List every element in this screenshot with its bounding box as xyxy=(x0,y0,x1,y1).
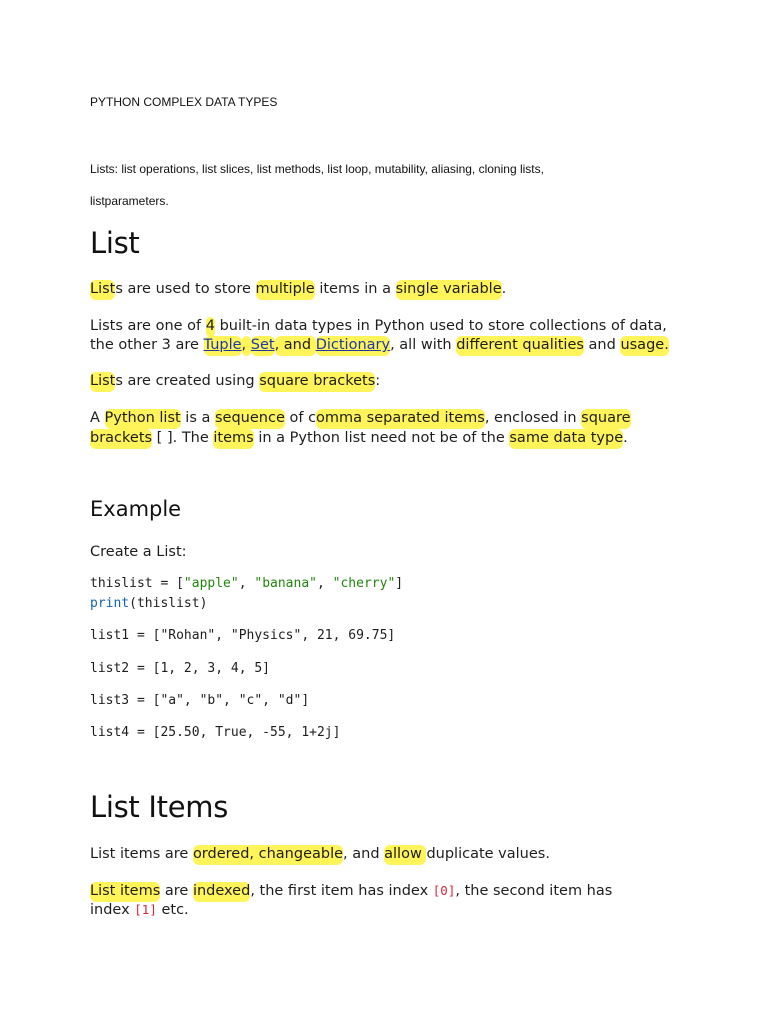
text-run: . xyxy=(501,281,507,297)
highlight: List xyxy=(90,372,115,392)
highlight: indexed xyxy=(193,882,250,902)
text-run: index xyxy=(90,902,135,918)
highlight: same data type xyxy=(509,429,623,449)
heading-list: List xyxy=(90,226,140,260)
code-token: , xyxy=(317,576,333,591)
highlight: single variable xyxy=(396,280,502,300)
highlight: brackets xyxy=(90,429,152,449)
text-run: A xyxy=(90,410,105,426)
items-paragraph-1 xyxy=(90,845,550,864)
text-run: etc. xyxy=(156,902,189,918)
highlight: allow xyxy=(384,845,426,865)
text-run: s are used to store xyxy=(115,281,256,297)
code-keyword: print xyxy=(90,596,130,611)
list-paragraph-4-line-1 xyxy=(90,409,631,428)
document-title: PYTHON COMPLEX DATA TYPES xyxy=(90,95,278,109)
highlight: different qualities xyxy=(456,336,584,356)
text-run: built-in data types in Python used to store collections of data, xyxy=(214,318,667,334)
code-line-list2: list2 = [1, 2, 3, 4, 5] xyxy=(90,661,271,676)
set-link[interactable]: Set xyxy=(251,336,275,356)
highlight: multiple xyxy=(256,280,315,300)
text-run: , and xyxy=(343,846,385,862)
code-line-list3: list3 = ["a", "b", "c", "d"] xyxy=(90,693,310,708)
text-run: , enclosed in xyxy=(484,410,582,426)
text-run: and xyxy=(583,337,621,353)
index-zero-code: [0] xyxy=(432,883,456,898)
highlight: square brackets xyxy=(259,372,375,392)
highlight: usage. xyxy=(620,336,668,356)
code-string: "cherry" xyxy=(332,576,396,591)
text-run: , all with xyxy=(390,337,457,353)
highlight: List xyxy=(90,280,115,300)
text-run: , the second item has xyxy=(455,883,613,899)
text-run: are xyxy=(160,883,193,899)
text-run: . xyxy=(623,430,628,446)
highlight: 4 xyxy=(206,317,215,337)
items-paragraph-2-line-2 xyxy=(90,900,189,920)
text-run: , and xyxy=(275,336,316,356)
text-run: Lists are one of xyxy=(90,318,206,334)
highlight: Python list xyxy=(105,409,181,429)
text-run: [ ]. The xyxy=(152,430,214,446)
code-token: ] xyxy=(395,576,404,591)
text-run: s are created using xyxy=(115,373,260,389)
text-run: items in a xyxy=(314,281,396,297)
text-run: in a Python list need not be of the xyxy=(253,430,510,446)
text-run: the other 3 are xyxy=(90,337,204,353)
highlight: square xyxy=(581,409,630,429)
text-run: , the first item has index xyxy=(250,883,433,899)
code-line-thislist xyxy=(90,576,403,591)
topics-line-2: listparameters. xyxy=(90,194,169,208)
highlight: List items xyxy=(90,882,160,902)
code-line-list1: list1 = ["Rohan", "Physics", 21, 69.75] xyxy=(90,628,396,643)
code-token: (thislist) xyxy=(129,596,208,611)
code-string: "apple" xyxy=(183,576,239,591)
list-paragraph-2-line-2 xyxy=(90,336,669,355)
code-string: "banana" xyxy=(254,576,317,591)
code-token: thislist = [ xyxy=(90,576,184,591)
code-token: , xyxy=(238,576,255,591)
code-line-print xyxy=(90,596,207,611)
highlight: ordered, changeable xyxy=(193,845,343,865)
list-paragraph-2-line-1 xyxy=(90,317,667,336)
list-paragraph-4-line-2 xyxy=(90,429,628,448)
text-run: of c xyxy=(284,410,317,426)
text-run: List items are xyxy=(90,846,193,862)
code-line-list4: list4 = [25.50, True, -55, 1+2j] xyxy=(90,725,341,740)
highlight: items xyxy=(213,429,253,449)
text-run: is a xyxy=(180,410,215,426)
text-run: : xyxy=(375,373,381,389)
highlight: sequence xyxy=(215,409,285,429)
text-run: , xyxy=(242,336,251,356)
tuple-link[interactable]: Tuple xyxy=(204,336,242,356)
example-caption: Create a List: xyxy=(90,544,187,560)
list-paragraph-3 xyxy=(90,372,380,391)
heading-example: Example xyxy=(90,497,182,521)
topics-line-1: Lists: list operations, list slices, list methods, list loop, mutability, aliasing, cloning lists, xyxy=(90,162,544,176)
items-paragraph-2-line-1 xyxy=(90,881,612,901)
list-paragraph-1 xyxy=(90,280,506,299)
highlight: omma separated items xyxy=(316,409,485,429)
text-run: duplicate values. xyxy=(426,846,550,862)
dictionary-link[interactable]: Dictionary xyxy=(316,336,390,356)
index-one-code: [1] xyxy=(134,902,157,917)
heading-list-items: List Items xyxy=(90,790,229,824)
